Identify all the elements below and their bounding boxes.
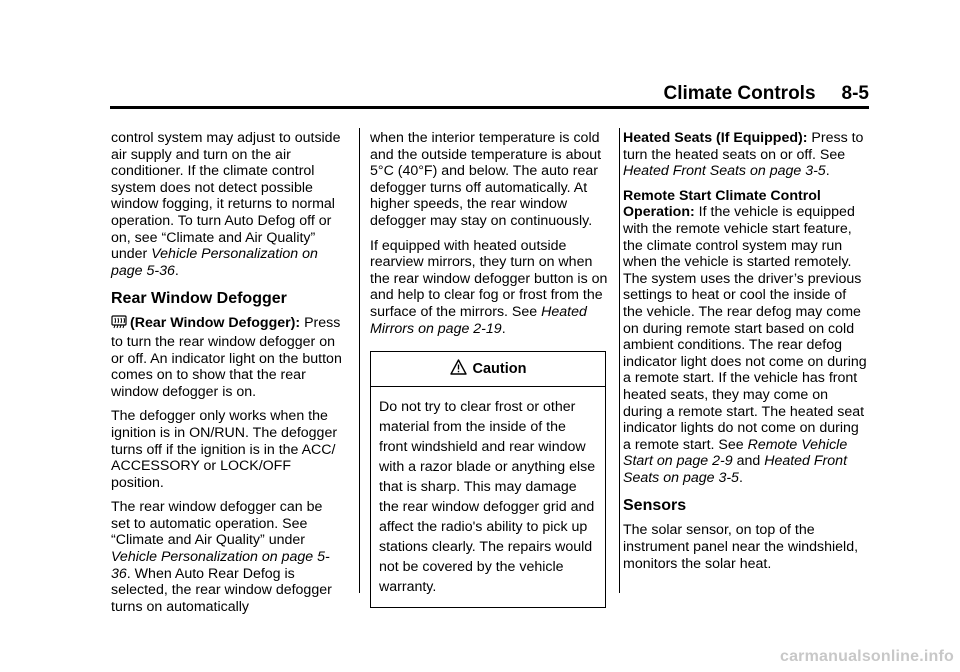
ref-heated-front-seats-2[interactable]: Heated Front Seats on page 3-5 [623, 453, 848, 486]
column-2 [370, 130, 608, 608]
paragraph-heated-seats: Heated Seats (If Equipped): Press to turn the heated seats on or off. See Heated Front Seats on page 3-5. [623, 130, 864, 180]
rear-defogger-icon [111, 315, 127, 334]
watermark: carmanualsonline.info [779, 648, 954, 665]
caution-text: Do not try to clear frost or other material from the inside of the front windshield and rear window with a razor blade or anything else that is sharp. This may damage the rear window defogger grid and affect the radio's ability to pick up stations clearly. The repairs would not be covered by the vehicle warranty. [379, 399, 596, 596]
paragraph-heated-mirrors: If equipped with heated outside rearview mirrors, they turn on when the rear window defogger button is on and help to clear fog or frost from the surface of the mirrors. See Heated Mirrors on page 2-19. [370, 237, 608, 337]
paragraph-defogger-button: (Rear Window Defogger): Press to turn the rear window defogger on or off. An indicator light on the button comes on to show that the rear window defogger is on. [111, 315, 342, 400]
heading-sensors: Sensors [623, 497, 687, 515]
heated-seats-label: Heated Seats (If Equipped): [623, 130, 808, 146]
ref-vehicle-personalization-2[interactable]: Vehicle Personalization on page 5-36 [111, 549, 330, 582]
column-divider-2 [619, 128, 620, 593]
caution-header [371, 352, 605, 387]
column-3 [623, 130, 869, 580]
caution-box [370, 351, 606, 608]
page-number: 8-5 [841, 83, 869, 104]
remote-start-label: Remote Start Climate Control Operation: [623, 187, 821, 221]
paragraph-auto-rear-defog: The rear window defogger can be set to automatic operation. See “Climate and Air Quality” under Vehicle Personalization on page 5-36. When Auto Rear Defog is selected, the rear window defogger turns on automatically [111, 499, 332, 615]
paragraph-remote-start: Remote Start Climate Control Operation: If the vehicle is equipped with the remote vehicle start feature, the climate control system may run when the vehicle is started remotely. The system uses the driver’s previous settings to heat or cool the inside of the vehicle. The rear defog may come on during remote start based on cold ambient conditions. The rear defog indicator light does not come on during a remote start. If the vehicle has front heated seats, they may come on during a remote start. The heated seat indicator lights do not come on during a remote start. See Remote Vehicle Start on page 2-9 and Heated Front Seats on page 3-5. [623, 187, 867, 486]
heading-rear-window-defogger: Rear Window Defogger [111, 290, 287, 308]
paragraph-auto-defog: control system may adjust to outside air supply and turn on the air conditioner. If the climate control system does not detect possible window fogging, it returns to normal operation. To turn Auto Defog off or on, see “Climate and Air Quality” under Vehicle Personalization on page 5-36. [111, 130, 341, 279]
ref-remote-vehicle-start[interactable]: Remote Vehicle Start on page 2-9 [623, 436, 848, 470]
header-rule [110, 106, 869, 109]
paragraph-auto-defog-cont: when the interior temperature is cold and the outside temperature is about 5°C (40°F) and below. The auto rear defogger turns off automatically. At higher speeds, the rear window defogger may stay on continuously. [370, 130, 602, 229]
defogger-label: (Rear Window Defogger): [130, 315, 301, 332]
section-title: Climate Controls [663, 83, 816, 104]
column-1 [111, 130, 344, 623]
page-header [110, 83, 869, 105]
warning-icon [450, 359, 467, 380]
ref-vehicle-personalization[interactable]: Vehicle Personalization on page 5-36 [111, 246, 318, 279]
caution-title: Caution [472, 360, 527, 377]
paragraph-solar-sensor: The solar sensor, on top of the instrument panel near the windshield, monitors the solar heat. [623, 522, 859, 572]
paragraph-defogger-ignition: The defogger only works when the ignition is in ON/RUN. The defogger turns off if the ignition is in the ACC/ ACCESSORY or LOCK/OFF position. [111, 408, 338, 491]
ref-heated-front-seats[interactable]: Heated Front Seats on page 3-5 [623, 163, 826, 180]
column-divider-1 [359, 128, 360, 593]
ref-heated-mirrors[interactable]: Heated Mirrors on page 2-19 [370, 303, 587, 337]
